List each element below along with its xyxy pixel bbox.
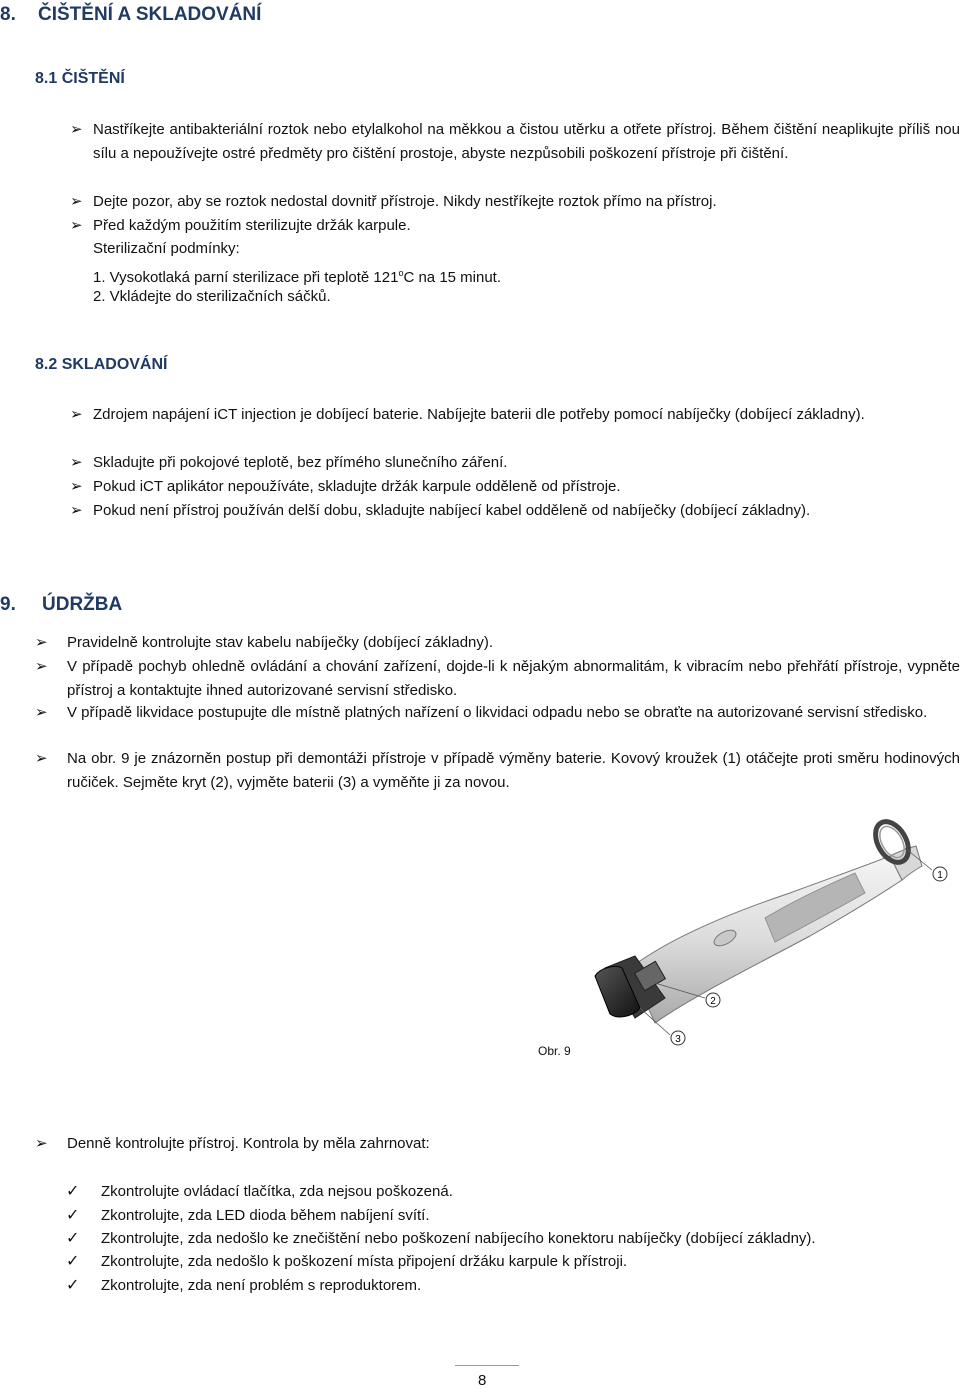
checkmark-icon: ✓ (66, 1230, 80, 1247)
step-text: 1. Vysokotlaká parní sterilizace při teplotě 121 (93, 269, 399, 286)
subsection-8-1-heading (35, 70, 125, 88)
checklist-item (66, 1180, 960, 1204)
checklist-text: Zkontrolujte ovládací tlačítka, zda nejsou poškozená. (101, 1183, 453, 1200)
arrow-bullet-icon: ➢ (35, 634, 48, 651)
list-item-text: Na obr. 9 je znázorněn postup při demontáži přístroje v případě výměny baterie. Kovový kroužek (1) otáčejte proti směru hodinových ručiček. Sejměte kryt (2), vyjměte baterii (3) a vyměňte ji za novou. (67, 750, 960, 791)
svg-text:3: 3 (675, 1034, 681, 1045)
list-item-text: Zdrojem napájení iCT injection je dobíjecí baterie. Nabíjejte baterii dle potřeby pomocí nabíječky (dobíjecí základny). (93, 406, 865, 423)
checkmark-icon: ✓ (66, 1253, 80, 1270)
checklist-text: Zkontrolujte, zda není problém s reproduktorem. (101, 1277, 422, 1294)
arrow-bullet-icon: ➢ (70, 193, 83, 210)
section-number: 9. (0, 594, 16, 615)
svg-text:2: 2 (710, 996, 716, 1007)
arrow-bullet-icon: ➢ (35, 658, 48, 675)
arrow-bullet-icon: ➢ (70, 478, 83, 495)
checkmark-icon: ✓ (66, 1183, 80, 1200)
list-item-text: Denně kontrolujte přístroj. Kontrola by měla zahrnovat: (67, 1135, 430, 1152)
arrow-bullet-icon: ➢ (70, 406, 83, 423)
callout-3 (671, 1031, 685, 1045)
footer-divider (455, 1365, 519, 1366)
arrow-bullet-icon: ➢ (70, 454, 83, 471)
list-item (35, 1132, 960, 1156)
list-item (70, 475, 960, 499)
sterilization-step-2: 2. Vkládejte do sterilizačních sáčků. (93, 288, 331, 305)
section-number: 8. (0, 4, 16, 25)
list-item (70, 190, 960, 214)
list-item (70, 451, 960, 475)
list-item (35, 747, 960, 795)
callout-2 (706, 993, 720, 1007)
arrow-bullet-icon: ➢ (35, 704, 48, 721)
subsection-title: SKLADOVÁNÍ (61, 356, 168, 373)
subsection-number: 8.2 (35, 356, 58, 373)
checklist-text: Zkontrolujte, zda nedošlo ke znečištění nebo poškození nabíjecího konektoru nabíječky (dobíjecí základny). (101, 1230, 816, 1247)
checklist-item (66, 1250, 960, 1274)
checklist-text: Zkontrolujte, zda LED dioda během nabíjení svítí. (101, 1207, 430, 1224)
checklist-item (66, 1274, 960, 1298)
subsection-8-2-heading (35, 356, 167, 374)
list-item-text: Skladujte při pokojové teplotě, bez přímého slunečního záření. (93, 454, 508, 471)
list-item (35, 655, 960, 703)
arrow-bullet-icon: ➢ (70, 502, 83, 519)
list-item (70, 118, 960, 166)
section-9-heading (0, 594, 122, 616)
list-item-text: Před každým použitím sterilizujte držák karpule. (93, 217, 411, 234)
list-item-text: Pravidelně kontrolujte stav kabelu nabíječky (dobíjecí základny). (67, 634, 494, 651)
checkmark-icon: ✓ (66, 1277, 80, 1294)
subsection-title: ČIŠTĚNÍ (61, 70, 125, 87)
checklist-item (66, 1227, 960, 1251)
list-item (70, 214, 960, 238)
subsection-number: 8.1 (35, 70, 58, 87)
degree-mark: o (398, 268, 404, 278)
checkmark-icon: ✓ (66, 1207, 80, 1224)
arrow-bullet-icon: ➢ (70, 217, 83, 234)
list-item (70, 403, 960, 427)
section-8-heading (0, 4, 261, 26)
list-item (35, 631, 960, 655)
list-item (35, 701, 960, 725)
list-item-text: V případě pochyb ohledně ovládání a chování zařízení, dojde-li k nějakým abnormalitám, k vibracím nebo přehřátí přístroje, vypněte přístroj a kontaktujte ihned autorizované servisní středisko. (67, 658, 960, 699)
step-text: C na 15 minut. (403, 269, 502, 286)
list-item-text: Dejte pozor, aby se roztok nedostal dovnitř přístroje. Nikdy nestříkejte roztok přímo na přístroj. (93, 193, 717, 210)
section-title: ÚDRŽBA (42, 594, 123, 615)
checklist-text: Zkontrolujte, zda nedošlo k poškození místa připojení držáku karpule k přístroji. (101, 1253, 628, 1270)
battery-replacement-diagram (560, 818, 960, 1050)
arrow-bullet-icon: ➢ (35, 1135, 48, 1152)
list-item-text: Pokud iCT aplikátor nepoužíváte, skladujte držák karpule odděleně od přístroje. (93, 478, 621, 495)
section-title: ČIŠTĚNÍ A SKLADOVÁNÍ (38, 4, 262, 25)
sterilization-heading: Sterilizační podmínky: (93, 240, 240, 257)
svg-text:1: 1 (937, 870, 943, 881)
arrow-bullet-icon: ➢ (35, 750, 48, 767)
arrow-bullet-icon: ➢ (70, 121, 83, 138)
callout-1 (933, 867, 947, 881)
device-illustration (560, 818, 960, 1050)
list-item-text: Pokud není přístroj používán delší dobu, skladujte nabíjecí kabel odděleně od nabíječky (dobíjecí základny). (93, 502, 811, 519)
list-item-text: V případě likvidace postupujte dle místně platných nařízení o likvidaci odpadu nebo se obraťte na autorizované servisní středisko. (67, 704, 928, 721)
page-number: 8 (478, 1372, 487, 1389)
checklist-item (66, 1204, 960, 1228)
figure-caption: Obr. 9 (538, 1044, 571, 1058)
list-item-text: Nastříkejte antibakteriální roztok nebo etylalkohol na měkkou a čistou utěrku a otřete přístroj. Během čištění neaplikujte příliš nou sílu a nepoužívejte ostré předměty pro čištění prostoje, abyste nezpůsobili poškození přístroje při čištění. (93, 121, 960, 162)
list-item (70, 499, 960, 523)
